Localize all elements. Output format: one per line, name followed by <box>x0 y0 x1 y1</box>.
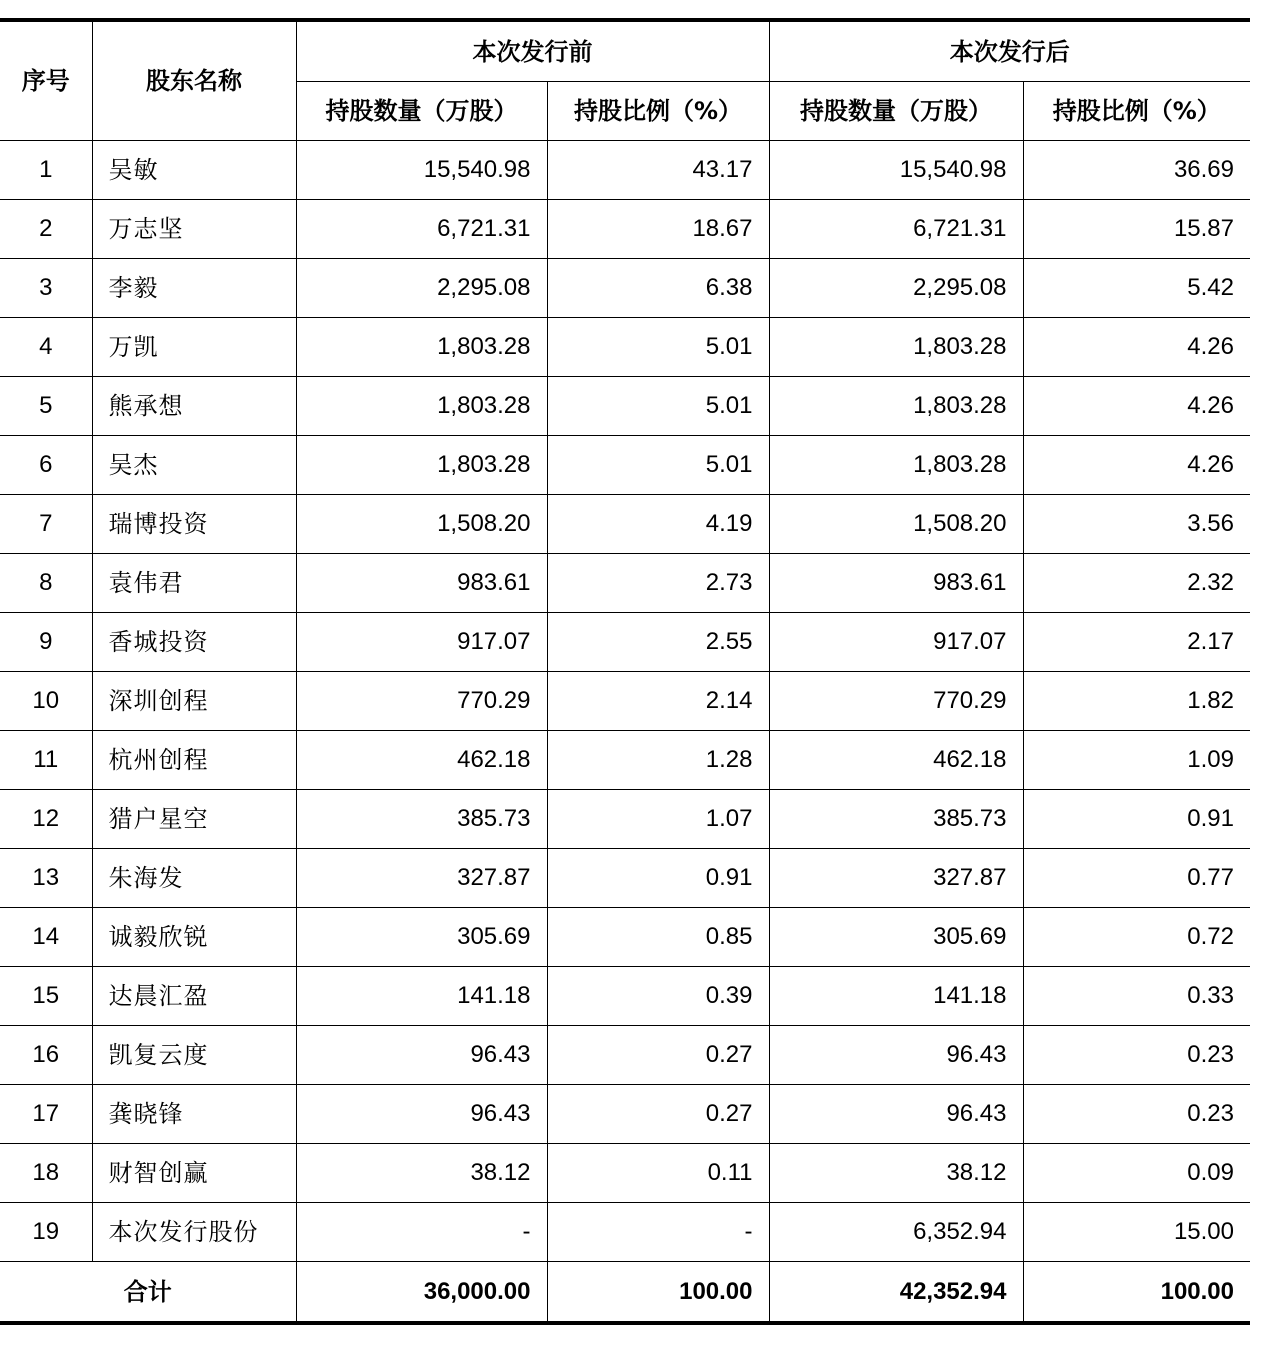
cell-before-shares: 327.87 <box>296 849 547 908</box>
cell-shareholder-name: 财智创赢 <box>92 1144 296 1203</box>
cell-after-shares: 1,803.28 <box>769 377 1023 436</box>
cell-before-shares: 1,803.28 <box>296 318 547 377</box>
table-row <box>0 554 1250 613</box>
cell-shareholder-name: 香城投资 <box>92 613 296 672</box>
cell-before-ratio: 18.67 <box>547 200 769 259</box>
total-after-shares: 42,352.94 <box>769 1262 1023 1324</box>
cell-shareholder-name: 李毅 <box>92 259 296 318</box>
cell-no: 8 <box>0 554 92 613</box>
cell-before-shares: 96.43 <box>296 1026 547 1085</box>
cell-shareholder-name: 吴杰 <box>92 436 296 495</box>
cell-after-shares: 15,540.98 <box>769 141 1023 200</box>
cell-before-ratio: 43.17 <box>547 141 769 200</box>
cell-after-shares: 770.29 <box>769 672 1023 731</box>
total-before-shares: 36,000.00 <box>296 1262 547 1324</box>
header-after-issuance: 本次发行后 <box>769 20 1250 82</box>
cell-no: 4 <box>0 318 92 377</box>
cell-after-shares: 1,803.28 <box>769 436 1023 495</box>
cell-no: 17 <box>0 1085 92 1144</box>
cell-no: 19 <box>0 1203 92 1262</box>
table-row <box>0 731 1250 790</box>
cell-after-shares: 96.43 <box>769 1085 1023 1144</box>
cell-before-ratio: 6.38 <box>547 259 769 318</box>
cell-before-shares: 917.07 <box>296 613 547 672</box>
cell-before-ratio: 0.11 <box>547 1144 769 1203</box>
cell-no: 10 <box>0 672 92 731</box>
header-before-ratio: 持股比例（%） <box>547 82 769 141</box>
cell-after-shares: 327.87 <box>769 849 1023 908</box>
cell-before-ratio: 2.14 <box>547 672 769 731</box>
cell-after-shares: 1,803.28 <box>769 318 1023 377</box>
table-row <box>0 967 1250 1026</box>
cell-before-shares: 15,540.98 <box>296 141 547 200</box>
cell-no: 16 <box>0 1026 92 1085</box>
table-row <box>0 141 1250 200</box>
cell-no: 7 <box>0 495 92 554</box>
cell-shareholder-name: 熊承想 <box>92 377 296 436</box>
cell-before-shares: 6,721.31 <box>296 200 547 259</box>
table-row <box>0 436 1250 495</box>
cell-before-shares: 1,803.28 <box>296 377 547 436</box>
cell-before-shares: 96.43 <box>296 1085 547 1144</box>
cell-after-ratio: 4.26 <box>1023 318 1250 377</box>
cell-before-shares: 2,295.08 <box>296 259 547 318</box>
cell-shareholder-name: 猎户星空 <box>92 790 296 849</box>
header-before-shares: 持股数量（万股） <box>296 82 547 141</box>
cell-after-shares: 2,295.08 <box>769 259 1023 318</box>
table-row <box>0 377 1250 436</box>
cell-before-shares: 770.29 <box>296 672 547 731</box>
cell-no: 15 <box>0 967 92 1026</box>
cell-after-ratio: 0.09 <box>1023 1144 1250 1203</box>
cell-after-shares: 38.12 <box>769 1144 1023 1203</box>
shareholding-table <box>0 18 1250 1325</box>
cell-shareholder-name: 深圳创程 <box>92 672 296 731</box>
cell-after-ratio: 0.72 <box>1023 908 1250 967</box>
cell-after-ratio: 15.00 <box>1023 1203 1250 1262</box>
cell-after-shares: 385.73 <box>769 790 1023 849</box>
table-row <box>0 200 1250 259</box>
cell-before-shares: 385.73 <box>296 790 547 849</box>
cell-no: 2 <box>0 200 92 259</box>
total-after-ratio: 100.00 <box>1023 1262 1250 1324</box>
cell-after-ratio: 3.56 <box>1023 495 1250 554</box>
table-row <box>0 259 1250 318</box>
table-row <box>0 1085 1250 1144</box>
cell-no: 3 <box>0 259 92 318</box>
cell-no: 14 <box>0 908 92 967</box>
cell-before-shares: 1,508.20 <box>296 495 547 554</box>
cell-before-shares: 141.18 <box>296 967 547 1026</box>
cell-after-ratio: 4.26 <box>1023 377 1250 436</box>
cell-shareholder-name: 达晨汇盈 <box>92 967 296 1026</box>
table-body <box>0 141 1250 1262</box>
header-no: 序号 <box>0 20 92 141</box>
cell-before-ratio: 2.73 <box>547 554 769 613</box>
cell-before-ratio: 2.55 <box>547 613 769 672</box>
table-row <box>0 613 1250 672</box>
total-label: 合计 <box>0 1262 296 1324</box>
cell-no: 13 <box>0 849 92 908</box>
header-shareholder-name: 股东名称 <box>92 20 296 141</box>
cell-shareholder-name: 龚晓锋 <box>92 1085 296 1144</box>
cell-after-shares: 305.69 <box>769 908 1023 967</box>
cell-before-ratio: 1.07 <box>547 790 769 849</box>
cell-before-ratio: 0.27 <box>547 1085 769 1144</box>
header-after-ratio: 持股比例（%） <box>1023 82 1250 141</box>
cell-before-shares: 38.12 <box>296 1144 547 1203</box>
cell-after-ratio: 1.82 <box>1023 672 1250 731</box>
cell-shareholder-name: 凯复云度 <box>92 1026 296 1085</box>
cell-before-ratio: 0.91 <box>547 849 769 908</box>
total-before-ratio: 100.00 <box>547 1262 769 1324</box>
cell-before-ratio: 1.28 <box>547 731 769 790</box>
cell-shareholder-name: 诚毅欣锐 <box>92 908 296 967</box>
table-row <box>0 1203 1250 1262</box>
cell-after-ratio: 0.91 <box>1023 790 1250 849</box>
header-after-shares: 持股数量（万股） <box>769 82 1023 141</box>
table-row <box>0 1144 1250 1203</box>
cell-after-ratio: 5.42 <box>1023 259 1250 318</box>
header-before-issuance: 本次发行前 <box>296 20 769 82</box>
cell-shareholder-name: 朱海发 <box>92 849 296 908</box>
cell-after-shares: 6,352.94 <box>769 1203 1023 1262</box>
table-row <box>0 790 1250 849</box>
cell-shareholder-name: 袁伟君 <box>92 554 296 613</box>
cell-before-ratio: 5.01 <box>547 377 769 436</box>
total-row <box>0 1262 1250 1324</box>
cell-after-shares: 917.07 <box>769 613 1023 672</box>
table-row <box>0 1026 1250 1085</box>
cell-before-shares: 983.61 <box>296 554 547 613</box>
cell-after-shares: 6,721.31 <box>769 200 1023 259</box>
cell-after-ratio: 15.87 <box>1023 200 1250 259</box>
cell-after-shares: 96.43 <box>769 1026 1023 1085</box>
cell-before-shares: 462.18 <box>296 731 547 790</box>
cell-no: 5 <box>0 377 92 436</box>
cell-after-ratio: 0.23 <box>1023 1085 1250 1144</box>
cell-before-ratio: 0.27 <box>547 1026 769 1085</box>
table-row <box>0 672 1250 731</box>
cell-before-shares: 1,803.28 <box>296 436 547 495</box>
cell-shareholder-name: 杭州创程 <box>92 731 296 790</box>
cell-no: 1 <box>0 141 92 200</box>
table-row <box>0 908 1250 967</box>
table-row <box>0 318 1250 377</box>
cell-shareholder-name: 瑞博投资 <box>92 495 296 554</box>
cell-after-shares: 462.18 <box>769 731 1023 790</box>
cell-before-shares: - <box>296 1203 547 1262</box>
table-row <box>0 495 1250 554</box>
cell-after-ratio: 4.26 <box>1023 436 1250 495</box>
cell-after-shares: 983.61 <box>769 554 1023 613</box>
cell-before-shares: 305.69 <box>296 908 547 967</box>
cell-after-ratio: 0.77 <box>1023 849 1250 908</box>
cell-after-ratio: 2.32 <box>1023 554 1250 613</box>
cell-shareholder-name: 万志坚 <box>92 200 296 259</box>
cell-before-ratio: 4.19 <box>547 495 769 554</box>
cell-after-shares: 141.18 <box>769 967 1023 1026</box>
cell-before-ratio: 5.01 <box>547 318 769 377</box>
cell-no: 9 <box>0 613 92 672</box>
cell-after-ratio: 1.09 <box>1023 731 1250 790</box>
cell-after-shares: 1,508.20 <box>769 495 1023 554</box>
cell-before-ratio: - <box>547 1203 769 1262</box>
cell-after-ratio: 2.17 <box>1023 613 1250 672</box>
cell-no: 18 <box>0 1144 92 1203</box>
table-row <box>0 849 1250 908</box>
cell-after-ratio: 0.23 <box>1023 1026 1250 1085</box>
cell-no: 11 <box>0 731 92 790</box>
cell-after-ratio: 0.33 <box>1023 967 1250 1026</box>
cell-no: 12 <box>0 790 92 849</box>
cell-shareholder-name: 万凯 <box>92 318 296 377</box>
cell-no: 6 <box>0 436 92 495</box>
cell-before-ratio: 5.01 <box>547 436 769 495</box>
cell-shareholder-name: 吴敏 <box>92 141 296 200</box>
cell-before-ratio: 0.39 <box>547 967 769 1026</box>
cell-before-ratio: 0.85 <box>547 908 769 967</box>
cell-after-ratio: 36.69 <box>1023 141 1250 200</box>
cell-shareholder-name: 本次发行股份 <box>92 1203 296 1262</box>
